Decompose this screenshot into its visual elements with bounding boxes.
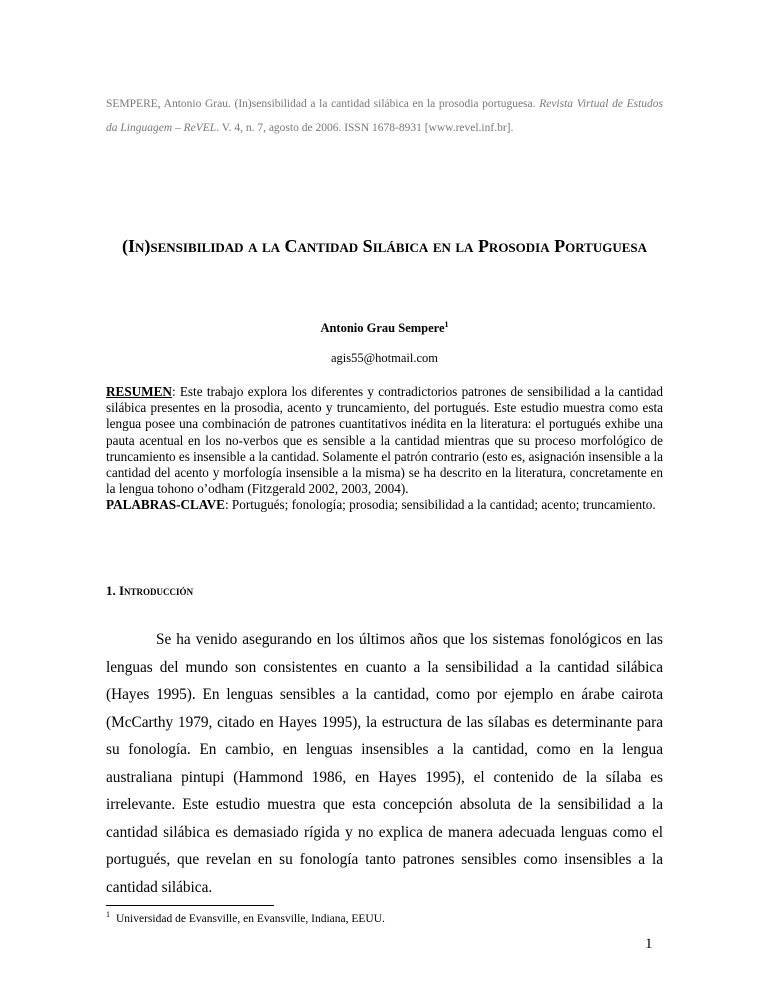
article-title: (In)sensibilidad a la Cantidad Silábica en la Prosodia Portuguesa xyxy=(121,236,647,256)
footnote-mark[interactable]: 1 xyxy=(444,320,449,329)
abstract xyxy=(106,384,663,514)
keywords-text: : Portugués; fonología; prosodia; sensibilidad a la cantidad; acento; truncamiento. xyxy=(224,497,656,513)
journal-url: [www.revel.inf.br]. xyxy=(424,122,514,134)
footnote-number: 1 xyxy=(106,910,110,919)
citation-header xyxy=(106,92,663,140)
footnote-divider xyxy=(106,905,274,906)
page-number: 1 xyxy=(645,936,653,952)
footnote xyxy=(106,910,385,925)
keywords-label: PALABRAS-CLAVE xyxy=(106,497,225,513)
citation-authors: SEMPERE, Antonio Grau. (In)sensibilidad a la cantidad silábica en la prosodia portuguesa. xyxy=(106,98,536,110)
abstract-text: : Este trabajo explora los diferentes y contradictorios patrones de sensibilidad a la cantidad silábica presentes en la prosodia, acento y truncamiento, del portugués. Este estudio muestra como esta lengua posee una combinación de patrones cuantitativos inédita en la literatura: el portugués exhibe una pauta acentual en los no-verbos que es sensible a la cantidad mientras que su proceso morfológico de truncamiento es insensible a la cantidad. Solamente el patrón contrario (esto es, asignación insensible a la cantidad del acento y morfología insensible a la misma) se ha descrito en la literatura, concretamente en la lengua tohono o’odham (Fitzgerald 2002, 2003, 2004). xyxy=(106,384,663,497)
author-name: Antonio Grau Sempere xyxy=(320,321,445,336)
footnote-text: Universidad de Evansville, en Evansville, Indiana, EEUU. xyxy=(116,912,385,925)
author-line xyxy=(106,320,663,336)
section-heading: 1. Introducción xyxy=(106,583,194,598)
journal-details: . V. 4, n. 7, agosto de 2006. ISSN 1678-8931 xyxy=(216,122,422,134)
body-paragraph: Se ha venido asegurando en los últimos años que los sistemas fonológicos en las lenguas del mundo son consistentes en cuanto a la sensibilidad a la cantidad silábica (Hayes 1995). En lenguas sensibles a la cantidad, como por ejemplo en árabe cairota (McCarthy 1979, citado en Hayes 1995), la estructura de las sílabas es determinante para su fonología. En cambio, en lenguas insensibles a la cantidad, como en la lengua australiana pintupi (Hammond 1986, en Hayes 1995), el contenido de la sílaba es irrelevante. Este estudio muestra que esta concepción absoluta de la sensibilidad a la cantidad silábica es demasiado rígida y no explica de manera adecuada lenguas como el portugués, que revelan en su fonología tanto patrones sensibles como insensibles a la cantidad silábica. xyxy=(106,631,663,896)
journal-name: Revista Virtual de Estudos da Linguagem – ReVEL xyxy=(106,98,664,134)
abstract-label: RESUMEN xyxy=(106,384,172,399)
author-email: agis55@hotmail.com xyxy=(331,351,438,365)
